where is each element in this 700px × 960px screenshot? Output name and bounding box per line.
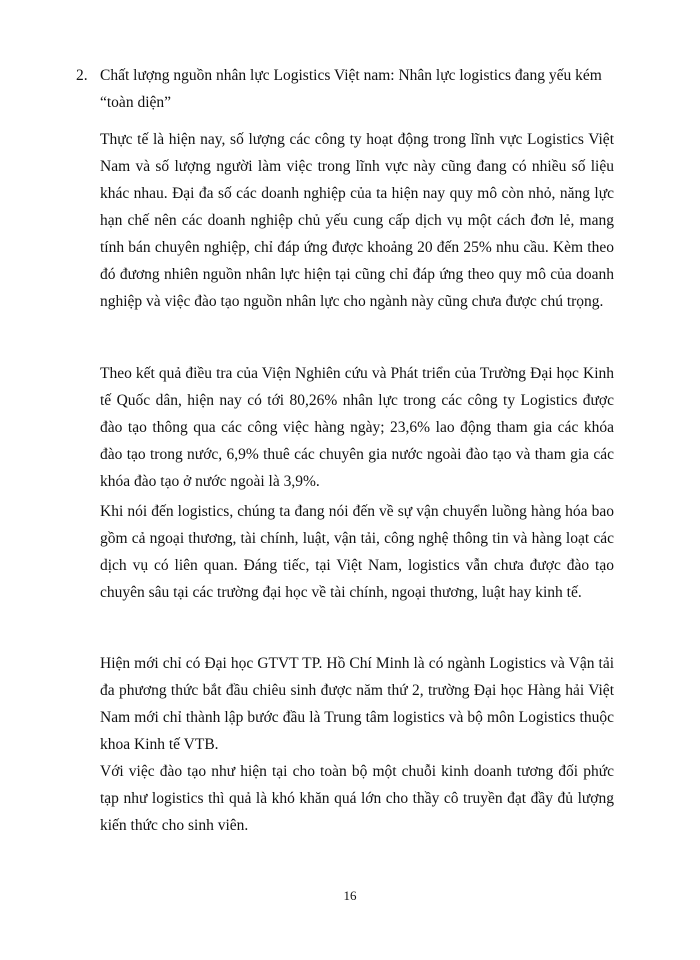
paragraph-1: Thực tế là hiện nay, số lượng các công ty hoạt động trong lĩnh vực Logistics Việt Nam và số lượng người làm việc trong lĩnh vực này cũng đang có nhiều số liệu khác nhau. Đại đa số các doanh nghiệp của ta hiện nay quy mô còn nhỏ, năng lực hạn chế nên các doanh nghiệp chủ yếu cung cấp dịch vụ một cách đơn lẻ, mang tính bán chuyên nghiệp, chỉ đáp ứng được khoảng 20 đến 25% nhu cầu. Kèm theo đó đương nhiên nguồn nhân lực hiện tại cũng chỉ đáp ứng theo quy mô của doanh nghiệp và việc đào tạo nguồn nhân lực cho ngành này cũng chưa được chú trọng. (100, 131, 614, 310)
section-number: 2. (76, 67, 88, 84)
paragraph-5: Với việc đào tạo như hiện tại cho toàn bộ một chuỗi kinh doanh tương đối phức tạp như logistics thì quả là khó khăn quá lớn cho thầy cô truyền đạt đầy đủ lượng kiến thức cho sinh viên. (100, 763, 614, 834)
paragraph-4: Hiện mới chỉ có Đại học GTVT TP. Hồ Chí Minh là có ngành Logistics và Vận tải đa phương thức bắt đầu chiêu sinh được năm thứ 2, trường Đại học Hàng hải Việt Nam mới chỉ thành lập bước đầu là Trung tâm logistics và bộ môn Logistics thuộc khoa Kinh tế VTB. (100, 655, 614, 753)
page-number: 16 (343, 888, 357, 903)
paragraph-3: Khi nói đến logistics, chúng ta đang nói đến về sự vận chuyển luồng hàng hóa bao gồm cả ngoại thương, tài chính, luật, vận tải, công nghệ thông tin và hàng loạt các dịch vụ có liên quan. Đáng tiếc, tại Việt Nam, logistics vẫn chưa được đào tạo chuyên sâu tại các trường đại học về tài chính, ngoại thương, luật hay kinh tế. (100, 503, 614, 601)
section-title: Chất lượng nguồn nhân lực Logistics Việt nam: Nhân lực logistics đang yếu kém “toàn diện” (100, 67, 602, 111)
section-heading (76, 62, 616, 116)
paragraph-2: Theo kết quả điều tra của Viện Nghiên cứu và Phát triển của Trường Đại học Kinh tế Quốc dân, hiện nay có tới 80,26% nhân lực trong các công ty Logistics được đào tạo thông qua các công việc hàng ngày; 23,6% lao động tham gia các khóa đào tạo trong nước, 6,9% thuê các chuyên gia nước ngoài đào tạo và tham gia các khóa đào tạo ở nước ngoài là 3,9%. (100, 365, 614, 490)
